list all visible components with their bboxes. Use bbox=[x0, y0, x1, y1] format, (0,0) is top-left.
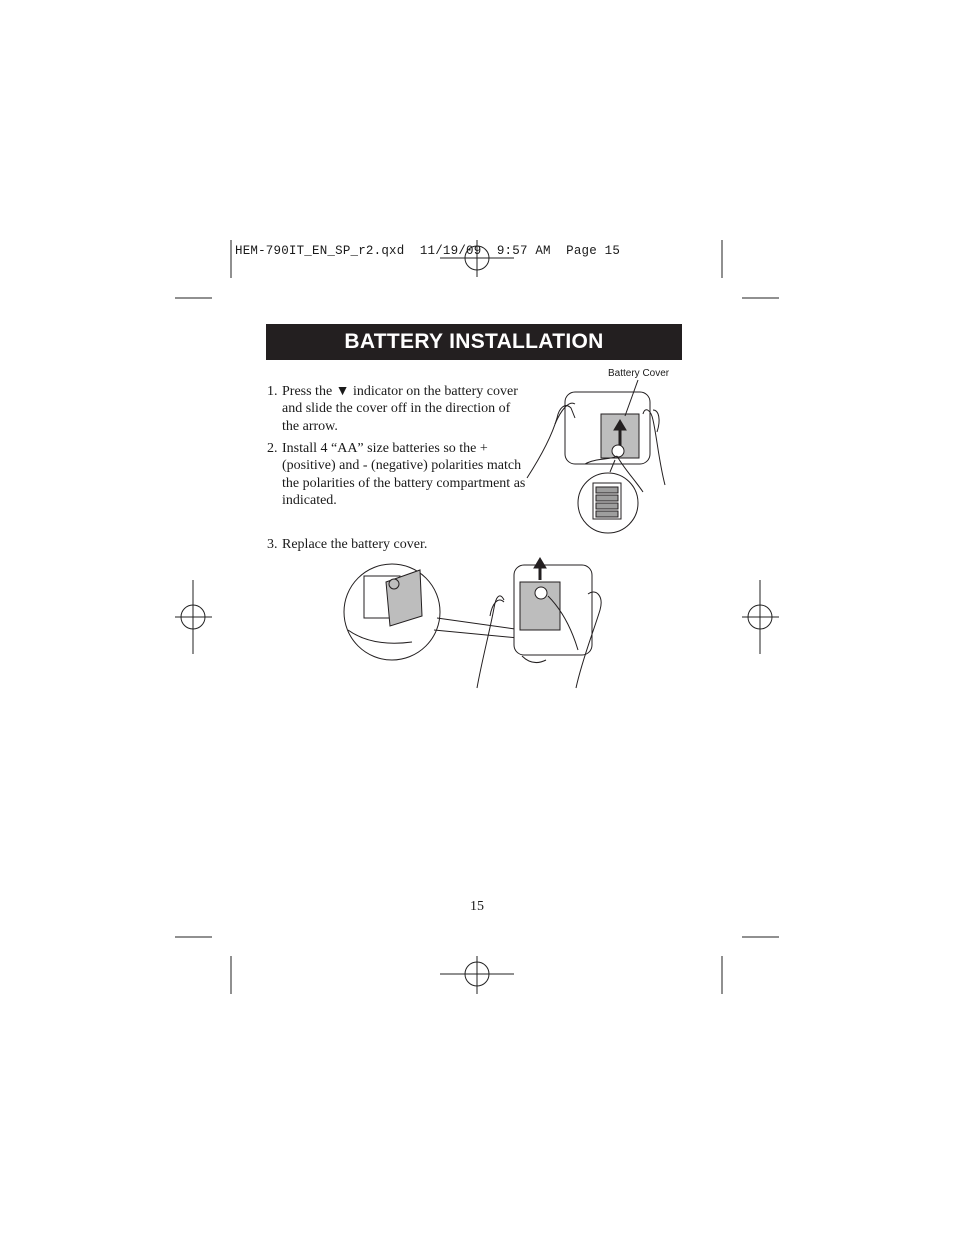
replace-cover-illustration bbox=[342, 560, 614, 690]
step-number: 3. bbox=[267, 537, 278, 552]
step-text: Replace the battery cover. bbox=[282, 537, 428, 552]
remove-cover-illustration bbox=[525, 380, 675, 540]
triangle-down-icon: ▼ bbox=[335, 384, 350, 399]
step-text: Press the ▼ indicator on the battery cover and slide the cover off in the direction of the arrow. bbox=[282, 384, 518, 434]
step-text: Install 4 “AA” size batteries so the + (positive) and - (negative) polarities match the polarities of the battery compartment as indicated. bbox=[282, 441, 526, 508]
step-number: 1. bbox=[267, 384, 278, 399]
print-slug-line: HEM-790IT_EN_SP_r2.qxd 11/19/09 9:57 AM Page 15 bbox=[235, 244, 621, 258]
step-2 bbox=[267, 440, 529, 509]
step-1 bbox=[267, 383, 529, 435]
battery-cover-label: Battery Cover bbox=[608, 368, 670, 379]
section-title-bar bbox=[266, 324, 682, 360]
page-number: 15 bbox=[470, 899, 484, 914]
page-title: BATTERY INSTALLATION bbox=[344, 330, 604, 353]
step-number: 2. bbox=[267, 441, 278, 456]
step-3 bbox=[267, 536, 529, 553]
